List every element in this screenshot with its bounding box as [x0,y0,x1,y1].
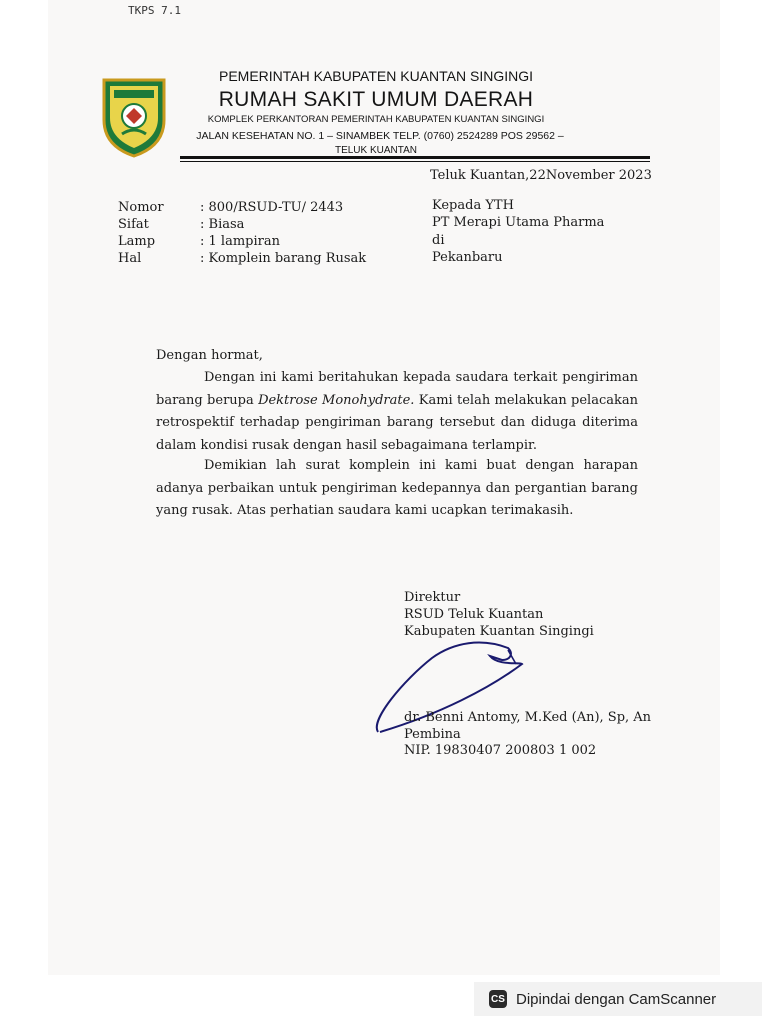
lamp-label: Lamp [118,234,156,249]
sifat-label: Sifat [118,217,149,232]
hal-value: : Komplein barang Rusak [200,251,367,266]
signer-nip: NIP. 19830407 200803 1 002 [404,743,597,758]
paragraph-2: Demikian lah surat komplein ini kami buat dengan harapan adanya perbaikan untuk pengiriman kedepannya dan pergantian barang yang rusak. Atas perhatian saudara kami ucapkan terimakasih. [156,458,638,518]
letterhead-hospital-name: RUMAH SAKIT UMUM DAERAH [218,88,534,111]
greeting: Dengan hormat, [156,348,263,363]
signer-name: dr. Benni Antomy, M.Ked (An), Sp, An [404,710,652,725]
letterhead-divider-thin [180,161,650,162]
nomor-label: Nomor [118,200,164,215]
camscanner-icon: CS [489,990,507,1008]
signer-title: Direktur [404,590,461,605]
paragraph-1-end: Kami telah melakukan pelacakan retrospektif terhadap pengiriman barang tersebut dan diduga diterima dalam kondisi rusak dengan hasil sebagaimana terlampir. [156,392,638,453]
paragraph-1 [156,367,638,457]
signer-institution: RSUD Teluk Kuantan [404,607,544,622]
letterhead-divider-thick [180,156,650,159]
recipient-company: PT Merapi Utama Pharma [432,215,605,230]
letter-date: Teluk Kuantan,22November 2023 [430,168,652,183]
sifat-value: : Biasa [200,217,245,232]
signer-regency: Kabupaten Kuantan Singingi [404,624,594,639]
recipient-salutation: Kepada YTH [432,198,514,213]
camscanner-label: Dipindai dengan CamScanner [516,990,717,1008]
recipient-city: Pekanbaru [432,250,503,265]
product-name: Dektrose Monohydrate. [258,392,415,408]
nomor-value: : 800/RSUD-TU/ 2443 [200,200,344,215]
letterhead-city: TELUK KUANTAN [334,145,418,156]
letterhead-complex: KOMPLEK PERKANTORAN PEMERINTAH KABUPATEN KUANTAN SINGINGI [207,114,545,125]
signer-rank: Pembina [404,727,461,742]
camscanner-badge [474,982,762,1016]
letterhead-address: JALAN KESEHATAN NO. 1 – SINAMBEK TELP. (0760) 2524289 POS 29562 – [196,130,564,142]
letterhead-government: PEMERINTAH KABUPATEN KUANTAN SINGINGI [218,68,533,84]
paragraph-1-start: Dengan ini kami beritahukan kepada saudara terkait pengiriman barang berupa [156,370,638,408]
lamp-value: : 1 lampiran [200,234,280,249]
regency-emblem-icon [100,76,168,158]
hal-label: Hal [118,251,142,266]
recipient-di: di [432,233,445,248]
handwritten-note: TKPS 7.1 [128,4,181,17]
